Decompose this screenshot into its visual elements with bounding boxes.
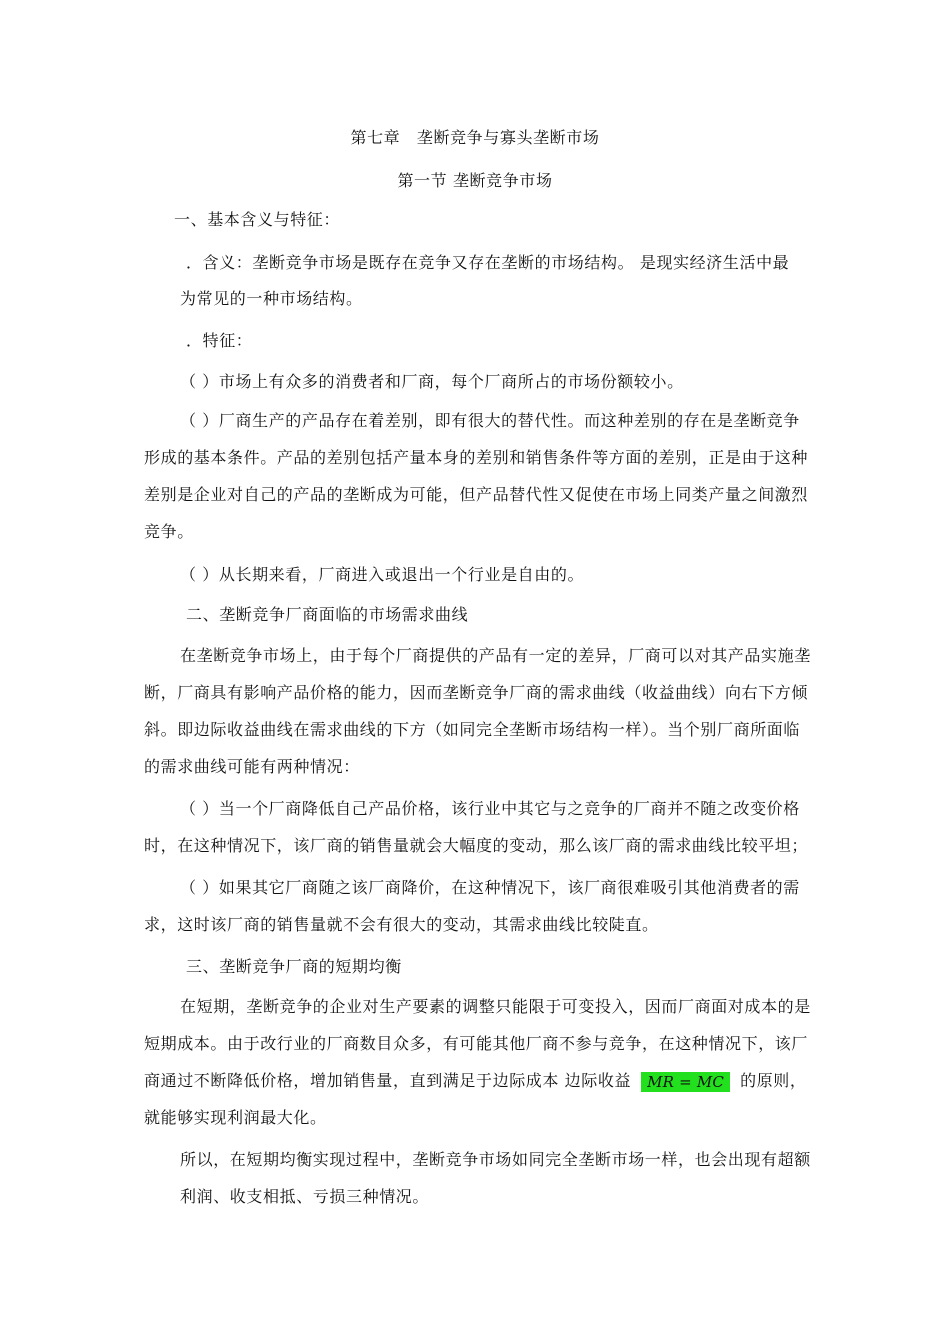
chapter-title: 第七章 垄断竞争与寡头垄断市场: [350, 128, 600, 147]
heading-short-run-equilibrium: 三、垄断竞争厂商的短期均衡: [186, 957, 402, 976]
feature-2-line-2: 形成的基本条件。产品的差别包括产量本身的差别和销售条件等方面的差别，正是由于这种: [144, 448, 809, 467]
paragraph-meaning-line-1: ．含义：垄断竞争市场是既存在竞争又存在垄断的市场结构。 是现实经济生活中最: [186, 253, 790, 272]
short-run-line-2: 短期成本。由于改行业的厂商数目众多，有可能其他厂商不参与竞争，在这种情况下，该厂: [144, 1034, 809, 1053]
section-title: 第一节 垄断竞争市场: [397, 171, 553, 190]
case-1-line-2: 时，在这种情况下，该厂商的销售量就会大幅度的变动，那么该厂商的需求曲线比较平坦；: [144, 836, 809, 855]
short-run-line-3-end: 的原则，: [740, 1071, 807, 1090]
short-run-line-1: 在短期，垄断竞争的企业对生产要素的调整只能限于可变投入，因而厂商面对成本的是: [180, 997, 811, 1016]
case-1-line-1: （ ）当一个厂商降低自己产品价格，该行业中其它与之竞争的厂商并不随之改变价格: [180, 799, 800, 818]
conclusion-line-2: 利润、收支相抵、亏损三种情况。: [180, 1187, 430, 1206]
feature-2-line-4: 竞争。: [144, 522, 194, 541]
paragraph-meaning-line-2: 为常见的一种市场结构。: [180, 289, 363, 308]
paragraph-feature-label: ．特征：: [186, 331, 253, 350]
short-run-line-3-start: 商通过不断降低价格，增加销售量，直到满足于边际成本 边际收益: [144, 1071, 632, 1090]
feature-1: （ ）市场上有众多的消费者和厂商，每个厂商所占的市场份额较小。: [180, 372, 684, 391]
feature-2-line-1: （ ）厂商生产的产品存在着差别，即有很大的替代性。而这种差别的存在是垄断竞争: [180, 411, 800, 430]
demand-line-2: 断，厂商具有影响产品价格的能力，因而垄断竞争厂商的需求曲线（收益曲线）向右下方倾: [144, 683, 809, 702]
conclusion-line-1: 所以，在短期均衡实现过程中，垄断竞争市场如同完全垄断市场一样，也会出现有超额: [180, 1150, 811, 1169]
formula-mr-equals-mc: MR = MC: [641, 1072, 730, 1092]
case-2-line-2: 求，这时该厂商的销售量就不会有很大的变动，其需求曲线比较陡直。: [144, 915, 659, 934]
heading-basic-meaning: 一、基本含义与特征：: [174, 210, 341, 229]
feature-3: （ ）从长期来看，厂商进入或退出一个行业是自由的。: [180, 565, 585, 584]
short-run-line-4: 就能够实现利润最大化。: [144, 1108, 327, 1127]
feature-2-line-3: 差别是企业对自己的产品的垄断成为可能，但产品替代性又促使在市场上同类产量之间激烈: [144, 485, 809, 504]
case-2-line-1: （ ）如果其它厂商随之该厂商降价，在这种情况下，该厂商很难吸引其他消费者的需: [180, 878, 800, 897]
short-run-line-3: [144, 1070, 807, 1092]
demand-line-1: 在垄断竞争市场上，由于每个厂商提供的产品有一定的差异，厂商可以对其产品实施垄: [180, 646, 811, 665]
demand-line-4: 的需求曲线可能有两种情况：: [144, 757, 360, 776]
heading-demand-curve: 二、垄断竞争厂商面临的市场需求曲线: [186, 605, 469, 624]
demand-line-3: 斜。即边际收益曲线在需求曲线的下方（如同完全垄断市场结构一样）。当个别厂商所面临: [144, 720, 801, 739]
